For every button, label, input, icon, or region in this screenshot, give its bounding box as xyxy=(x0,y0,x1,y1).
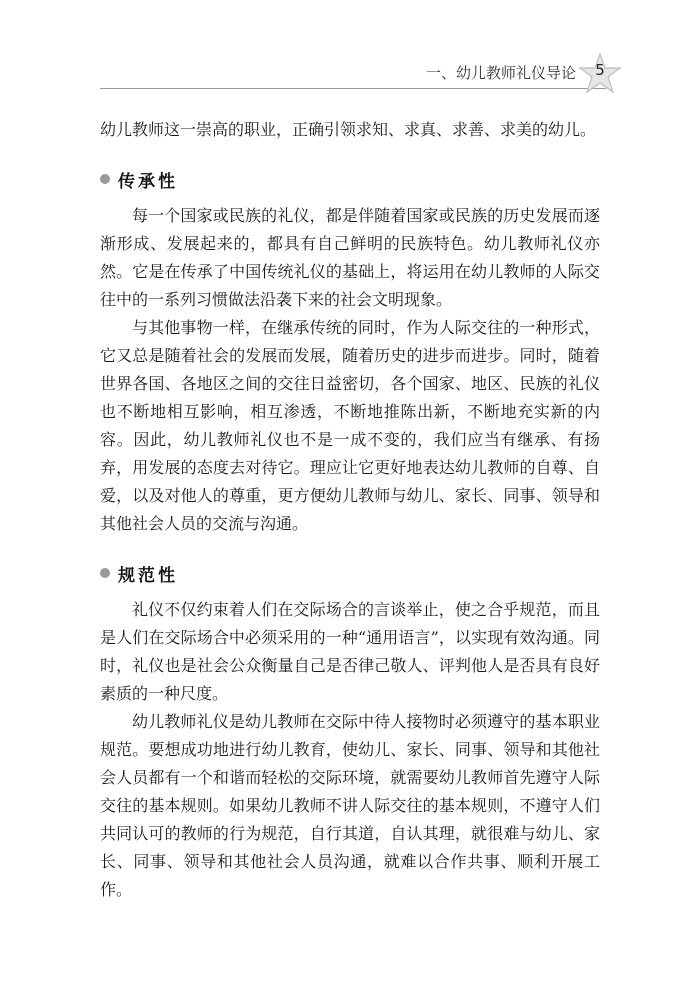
section-heading xyxy=(100,558,600,588)
header-rule xyxy=(100,88,606,89)
paragraph: 礼仪不仅约束着人们在交际场合的言谈举止，使之合乎规范，而且是人们在交际场合中必须采用的一种“通用语言”，以实现有效沟通。同时，礼仪也是社会公众衡量自己是否律己敬人、评判他人是否具有良好素质的一种尺度。 xyxy=(100,600,600,703)
section-title: 传承性 xyxy=(118,171,178,192)
section-title: 规范性 xyxy=(118,565,178,586)
circle-bullet-icon xyxy=(100,568,110,578)
section-heading xyxy=(100,164,600,194)
page-number: 5 xyxy=(595,61,605,79)
paragraph: 与其他事物一样，在继承传统的同时，作为人际交往的一种形式，它又总是随着社会的发展而发展，随着历史的进步而进步。同时，随着世界各国、各地区之间的交往日益密切，各个国家、地区、民族的礼仪也不断地相互影响，相互渗透，不断地推陈出新，不断地充实新的内容。因此，幼儿教师礼仪也不是一成不变的，我们应当有继承、有扬弃，用发展的态度去对待它。理应让它更好地表达幼儿教师的自尊、自爱，以及对他人的尊重，更方便幼儿教师与幼儿、家长、同事、领导和其他社会人员的交流与沟通。 xyxy=(100,318,600,533)
chapter-title: 一、幼儿教师礼仪导论 xyxy=(425,64,576,82)
paragraph: 每一个国家或民族的礼仪，都是伴随着国家或民族的历史发展而逐渐形成、发展起来的，都具有自己鲜明的民族特色。幼儿教师礼仪亦然。它是在传承了中国传统礼仪的基础上，将运用在幼儿教师的人际交往中的一系列习惯做法沿袭下来的社会文明现象。 xyxy=(100,206,600,309)
page-body xyxy=(100,116,600,904)
running-header xyxy=(0,52,700,96)
circle-bullet-icon xyxy=(100,174,110,184)
intro-paragraph: 幼儿教师这一崇高的职业，正确引领求知、求真、求善、求美的幼儿。 xyxy=(100,120,597,139)
paragraph: 幼儿教师礼仪是幼儿教师在交际中待人接物时必须遵守的基本职业规范。要想成功地进行幼儿教育，使幼儿、家长、同事、领导和其他社会人员都有一个和谐而轻松的交际环境，就需要幼儿教师首先遵守人际交往的基本规则。如果幼儿教师不讲人际交往的基本规则，不遵守人们共同认可的教师的行为规范，自行其道，自认其理，就很难与幼儿、家长、同事、领导和其他社会人员沟通，就难以合作共事、顺利开展工作。 xyxy=(100,712,600,899)
